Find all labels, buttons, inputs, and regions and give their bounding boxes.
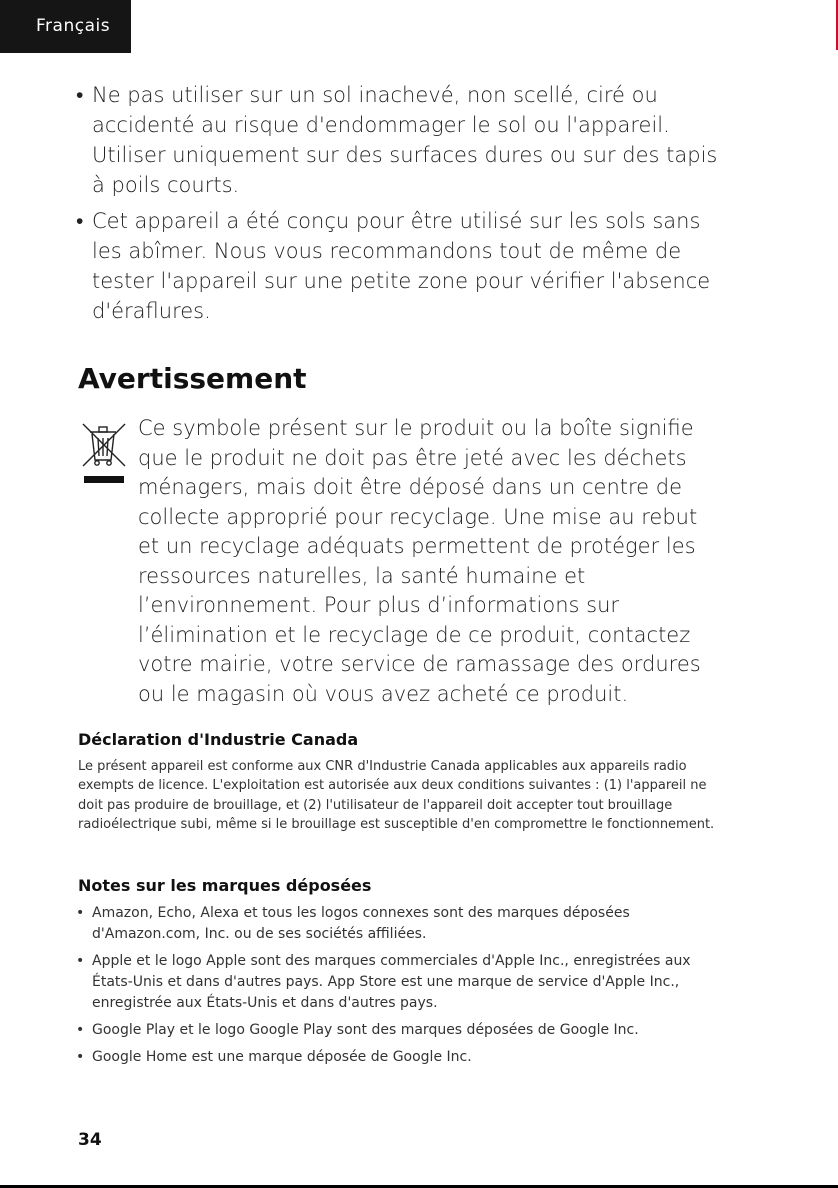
industry-canada-heading: Déclaration d'Industrie Canada [78,730,359,749]
list-item: • Google Play et le logo Google Play sont des marques déposées de Google Inc. [76,1020,716,1041]
page-number: 34 [78,1130,102,1150]
list-item: • Amazon, Echo, Alexa et tous les logos connexes sont des marques déposées d'Amazon.com, Inc. ou de ses sociétés affiliées. [76,903,716,945]
usage-notes-list [76,80,726,332]
trademarks-list [76,903,716,1074]
list-item: • Ne pas utiliser sur un sol inachevé, non scellé, ciré ou accidenté au risque d'endommager le sol ou l'appareil. Utiliser uniquement sur des surfaces dures ou sur des tapis à poils courts. [76,80,726,200]
list-item: • Apple et le logo Apple sont des marques commerciales d'Apple Inc., enregistrées aux États-Unis et dans d'autres pays. App Store est une marque de service d'Apple Inc., enregistrée aux États-Unis et dans d'autres pays. [76,951,716,1014]
list-item: • Cet appareil a été conçu pour être utilisé sur les sols sans les abîmer. Nous vous recommandons tout de même de tester l'appareil sur une petite zone pour vérifier l'absence d'éraflures. [76,206,726,326]
list-item: • Google Home est une marque déposée de Google Inc. [76,1047,716,1068]
language-tab: Français [0,0,131,53]
warning-text: Ce symbole présent sur le produit ou la boîte signifie que le produit ne doit pas être jeté avec les déchets ménagers, mais doit être déposé dans un centre de collecte approprié pour recyclage. Une mise au rebut et un recyclage adéquats permettent de protéger les ressources naturelles, la santé humaine et l’environnement. Pour plus d’informations sur l’élimination et le recyclage de ce produit, contactez votre mairie, votre service de ramassage des ordures ou le magasin où vous avez acheté ce produit. [138,416,701,706]
warning-heading: Avertissement [78,362,307,395]
trademarks-heading: Notes sur les marques déposées [78,876,372,895]
industry-canada-text: Le présent appareil est conforme aux CNR d'Industrie Canada applicables aux appareils radio exempts de licence. L'exploitation est autorisée aux deux conditions suivantes : (1) l'appareil ne doit pas produire de brouillage, et (2) l'utilisateur de l'appareil doit accepter tout brouillage radioélectrique subi, même si le brouillage est susceptible d'en compromettre le fonctionnement. [78,759,715,832]
crossed-out-wheelie-bin-icon [80,418,128,490]
